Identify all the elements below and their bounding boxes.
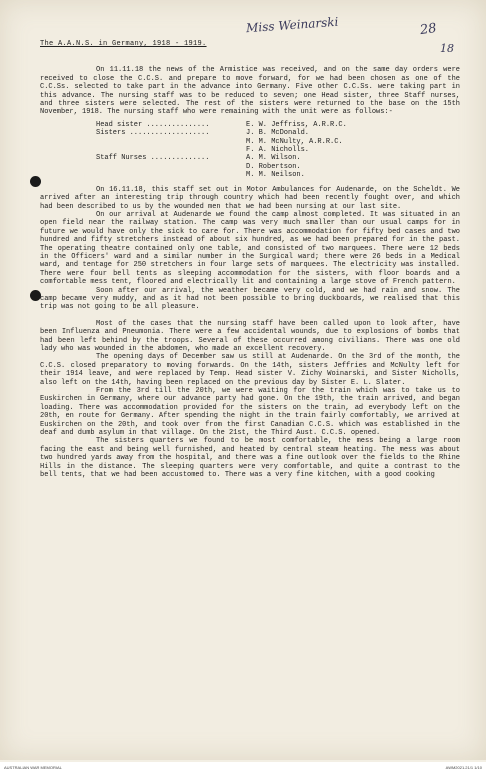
staff-name: E. W. Jeffriss, A.R.R.C. — [246, 120, 347, 129]
footer-archive-name: AUSTRALIAN WAR MEMORIAL — [4, 765, 62, 770]
staff-row — [96, 138, 460, 146]
staff-row — [96, 121, 460, 129]
staff-role — [96, 171, 246, 179]
handwritten-page-number: 28 — [419, 20, 438, 39]
handwritten-folio: 18 — [440, 42, 454, 55]
document-title: The A.A.N.S. in Germany, 1918 - 1919. — [40, 40, 207, 48]
staff-row — [96, 129, 460, 137]
staff-row — [96, 154, 460, 162]
paragraph: Soon after our arrival, the weather became very cold, and we had rain and snow. The camp became very muddy, and as it had not been possible to bring duckboards, we realised that this trip was not going to be all pleasure. — [40, 286, 460, 312]
paragraph: The opening days of December saw us still at Audenarde. On the 3rd of the month, the C.C.S. closed preparatory to moving forwards. On the 14th, sisters Jeffries and McNulty left for their 1914 leave, and were replaced by Temp. Head sister V. Zichy Woinarski, and Sister Nicholls, also left on the 14th, having been replaced on the previous day by Sister E. L. Slater. — [40, 353, 460, 387]
staff-role — [96, 146, 246, 154]
staff-name: D. Robertson. — [246, 162, 301, 171]
staff-role — [96, 163, 246, 171]
archive-footer — [0, 762, 486, 773]
staff-role: Sisters ................... — [96, 129, 210, 138]
staff-name: J. B. McDonald. — [246, 129, 310, 138]
staff-name: F. A. Nicholls. — [246, 146, 310, 155]
staff-list — [96, 121, 460, 180]
handwritten-name: Miss Weinarski — [245, 14, 339, 36]
staff-name: M. M. McNulty, A.R.R.C. — [246, 137, 343, 146]
staff-name: M. M. Neilson. — [246, 171, 305, 180]
footer-reference: AWM2021.21/1 1/10 — [445, 765, 482, 770]
paragraph: On our arrival at Audenarde we found the camp almost completed. It was situated in an open field near the railway station. The camp was very much smaller than our usual camps for in future we would have only the sick to care for. There was accommodation for fifty bed cases and two hundred and fifty stretchers instead of about six hundred, as we had been prepared for in the past. The operating theatre contained only one table, and consisted of two marquees. There were 12 beds in the Officers' ward and a similar number in the Surgical ward; there were 26 beds in a Medical ward, and tentage for 250 stretchers in four large sets of marquees. The electricity was installed. There were four bell tents as sleeping accommodation for the sisters, with floor boards and a comfortable mess tent, floored and electrically lit and containing a large stove of French pattern. — [40, 210, 460, 287]
paragraph: The sisters quarters we found to be most comfortable, the mess being a large room facing the east and being well furnished, and heated by central steam heating. The mess was about two hundred yards away from the hospital, and there was a fine outlook over the fields to the Rhine Hills in the distance. The sleeping quarters were very comfortable, and quite a contrast to the bell tents, that we had been accustomed to. There was a very fine kitchen, with a good cooking — [40, 437, 460, 480]
staff-role: Head sister ............... — [96, 120, 210, 129]
paragraph: From the 3rd till the 20th, we were waiting for the train which was to take us to Euskirchen in Germany, where our advance party had gone. On the 19th, the train arrived, and began loading. There was accommodation provided for the sisters on the train, ad everybody left on the 20th, en route for Germany. After spending the night in the train fairly comfortably, we arrived at Euskirchen on the 20th, and took over from the first Canadian C.C.S. which was established in the deaf and dumb asylum in that village. On the 21st, the Third Aust. C.C.S. opened. — [40, 387, 460, 438]
staff-row — [96, 146, 460, 154]
staff-role — [96, 138, 246, 146]
paragraph: Most of the cases that the nursing staff have been called upon to look after, have been Influenza and Pneumonia. There were a few accidental wounds, due to explosions of bombs that had been left behind by the troops. Several of these occurred among civilians. There was one old lady who was wounded in the abdomen, who made an excellent recovery. — [40, 319, 460, 353]
paragraph: On 16.11.18, this staff set out in Motor Ambulances for Audenarde, on the Scheldt. We arrived after an interesting trip through country which had been recently fought over, and which had been described to us by the wounded men that we had been nursing at our last site. — [40, 185, 460, 211]
staff-row — [96, 163, 460, 171]
staff-name: A. M. Wilson. — [246, 154, 301, 163]
staff-row — [96, 171, 460, 179]
paragraph: On 11.11.18 the news of the Armistice was received, and on the same day orders were received to close the C.C.S. and prepare to move forward, for we had been chosen as one of the C.C.Ss. selected to take part in the advance into Germany. Five other C.C.Ss. were taking part in this advance. The nursing staff was to be reduced to seven; one Head sister, three Staff nurses, and three sisters were selected. The rest of the sisters were returned to the base on the 15th November, 1918. The nursing staff who were remaining with the unit were as follows:- — [40, 66, 460, 117]
typed-text-body — [40, 40, 460, 480]
staff-role: Staff Nurses .............. — [96, 154, 210, 163]
